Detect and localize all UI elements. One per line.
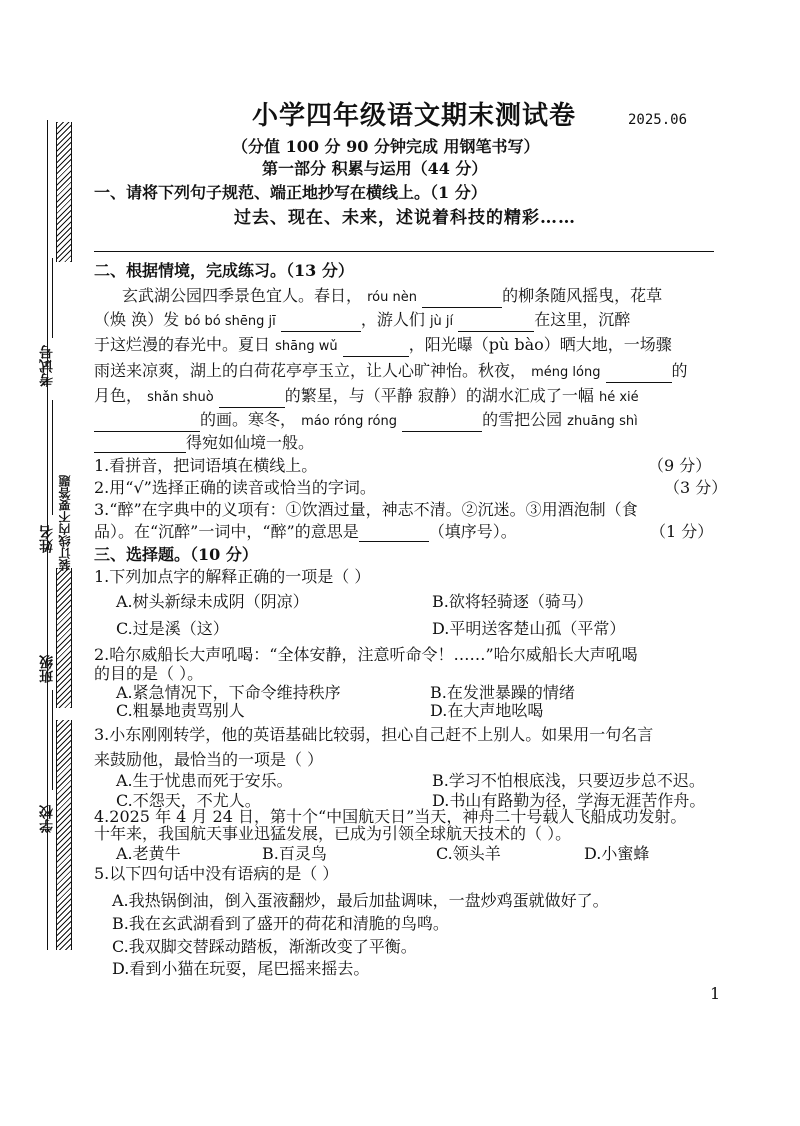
q3-item-4-d: D.小蜜蜂 [584,844,650,863]
answer-blank[interactable] [343,340,409,357]
binding-strip-middle [56,568,72,708]
passage-text: 的雪把公园 [482,410,563,429]
q3-item-5-c: C.我双脚交替踩动踏板，渐渐改变了平衡。 [112,937,417,956]
q3-item-2-line-1: 2.哈尔威船长大声吼喝：“全体安静，注意听命令！……”哈尔威船长大声吼喝 [94,645,638,664]
q3-item-4-b: B.百灵鸟 [262,844,327,863]
q3-item-4-a: A.老黄牛 [116,844,181,863]
q3-heading: 三、选择题。（10 分） [94,545,258,564]
q3-item-2-line-2: 的目的是（ ）。 [94,664,204,683]
q2-sub-1: 1.看拼音，把词语填在横线上。 [94,456,318,475]
q3-item-5-a: A.我热锅倒油，倒入蛋液翻炒，最后加盐调味，一盘炒鸡蛋就做好了。 [112,891,609,910]
q3-item-2-c: C.粗暴地责骂别人 [116,701,245,720]
passage-text: 月色， [94,386,143,405]
q3-item-1-a: A.树头新绿未成阴（阴凉） [116,592,309,611]
q2-sub-2-score: （3 分） [664,478,728,497]
q2-heading: 二、根据情境，完成练习。（13 分） [94,261,354,280]
answer-blank[interactable] [94,436,186,453]
q3-item-3-line-2: 来鼓励他，最恰当的一项是（ ） [94,750,324,769]
pinyin: bó bó shēng jī [184,314,276,329]
q2-line-4 [94,361,688,383]
passage-text: （焕 涣）发 [94,310,180,329]
binding-strip-top [56,122,72,262]
passage-text: 玄武湖公园四季景色宜人。春日， [122,286,363,305]
q3-item-2-b: B.在发泄暴躁的情绪 [430,683,575,702]
subtitle: （分值 100 分 90 分钟完成 用钢笔书写） [232,137,540,156]
q3-item-5-d: D.看到小猫在玩耍，尾巴摇来摇去。 [112,959,370,978]
q3-item-4-line-1: 4.2025 年 4 月 24 日，第十个“中国航天日”当天，神舟二十号载人飞船成功发射。 [94,807,687,826]
q3-item-3-d: D.书山有路勤为径，学海无涯苦作舟。 [432,791,706,810]
binding-warning: 装订线内不要答题 [58,475,72,571]
passage-text: 的画。寒冬， [200,410,297,429]
q2-line-7 [94,433,314,453]
binding-blank-1 [52,258,53,338]
q3-item-2-a: A.紧急情况下，下命令维持秩序 [116,683,341,702]
q3-item-1-b: B.欲将轻骑逐（骑马） [432,592,593,611]
pinyin: zhuāng shì [567,414,638,429]
pinyin: róu nèn [367,290,417,305]
q3-item-3-line-1: 3.小东刚刚转学，他的英语基础比较弱，担心自己赶不上别人。如果用一句名言 [94,725,654,744]
answer-blank[interactable] [402,415,482,432]
answer-blank[interactable] [606,366,672,383]
q2-sub-2: 2.用“√”选择正确的读音或恰当的字词。 [94,478,376,497]
answer-blank[interactable] [359,525,429,542]
q3-item-4-line-2: 十年来，我国航天事业迅猛发展，已成为引领全球航天技术的（ ）。 [94,824,572,843]
passage-text: 的柳条随风摇曳，花草 [502,286,663,305]
answer-blank[interactable] [219,391,285,408]
binding-blank-3 [52,690,53,790]
pinyin: shāng wǔ [275,339,338,354]
q2-sub-1-score: （9 分） [648,456,712,475]
answer-blank[interactable] [94,415,200,432]
page-number: 1 [710,984,721,1003]
pinyin: hé xié [598,390,639,405]
q3-item-3-a: A.生于忧患而死于安乐。 [116,771,293,790]
q1-heading: 一、请将下列句子规范、端正地抄写在横线上。（1 分） [94,183,487,202]
answer-blank[interactable] [458,315,534,332]
q2-line-1 [122,286,662,308]
q1-copy-line[interactable] [94,251,714,252]
question-text: （填序号）。 [428,522,517,541]
q3-item-1-c: C.过是溪（这） [116,619,229,638]
binding-school: 学校 [39,805,55,833]
pinyin: méng lóng [531,365,601,380]
q2-sub-3-score: （1 分） [650,522,714,541]
binding-name: 姓名 [39,525,55,553]
passage-text: 的 [671,361,688,380]
binding-strip-bottom [56,720,72,950]
passage-text: ，游人们 [360,310,425,329]
passage-text: 在这里，沉醉 [534,310,631,329]
binding-class: 班级 [39,655,55,683]
q3-item-3-b: B.学习不怕根底浅，只要迈步总不迟。 [432,771,705,790]
pinyin: jù jí [429,314,454,329]
answer-blank[interactable] [422,291,502,308]
q3-item-1-d: D.平明送客楚山孤（平常） [432,619,626,638]
q3-item-5: 5.以下四句话中没有语病的是（ ） [94,864,339,883]
q2-line-5 [94,386,639,408]
binding-blank-2 [52,400,53,515]
q2-sub-3-line-2 [94,522,517,542]
passage-text: 得宛如仙境一般。 [186,433,315,452]
passage-text: 雨送来凉爽，湖上的白荷花亭亭玉立，让人心旷神怡。秋夜， [94,361,527,380]
pinyin: máo róng róng [301,414,397,429]
q2-line-3 [94,335,672,357]
q3-item-3-c: C.不怨天，不尤人。 [116,791,261,810]
q2-line-2 [94,310,630,332]
passage-text: 的繁星，与（平静 寂静）的湖水汇成了一幅 [284,386,594,405]
page-title: 小学四年级语文期末测试卷 [252,101,577,131]
q3-item-5-b: B.我在玄武湖看到了盛开的荷花和清脆的鸟鸣。 [112,914,449,933]
q3-item-4-c: C.领头羊 [436,844,501,863]
q3-item-1: 1.下列加点字的解释正确的一项是（ ） [94,567,371,586]
q1-sentence: 过去、现在、未来，述说着科技的精彩…… [234,208,576,228]
pinyin: shǎn shuò [147,390,214,405]
passage-text: 于这烂漫的春光中。夏日 [94,335,271,354]
q3-item-2-d: D.在大声地吆喝 [430,701,544,720]
passage-text: ，阳光曝（pù bào）晒大地，一场骤 [408,335,672,354]
answer-blank[interactable] [281,315,361,332]
exam-date: 2025.06 [628,112,688,128]
q2-sub-3-line-1: 3.“醉”在字典中的义项有：①饮酒过量，神志不清。②沉迷。③用酒泡制（食 [94,500,638,519]
q2-line-6 [94,410,638,432]
binding-exam-no: 考试号 [39,345,55,387]
question-text: 品）。在“沉醉”一词中，“醉”的意思是 [94,522,359,541]
part-heading: 第一部分 积累与运用（44 分） [262,159,488,178]
